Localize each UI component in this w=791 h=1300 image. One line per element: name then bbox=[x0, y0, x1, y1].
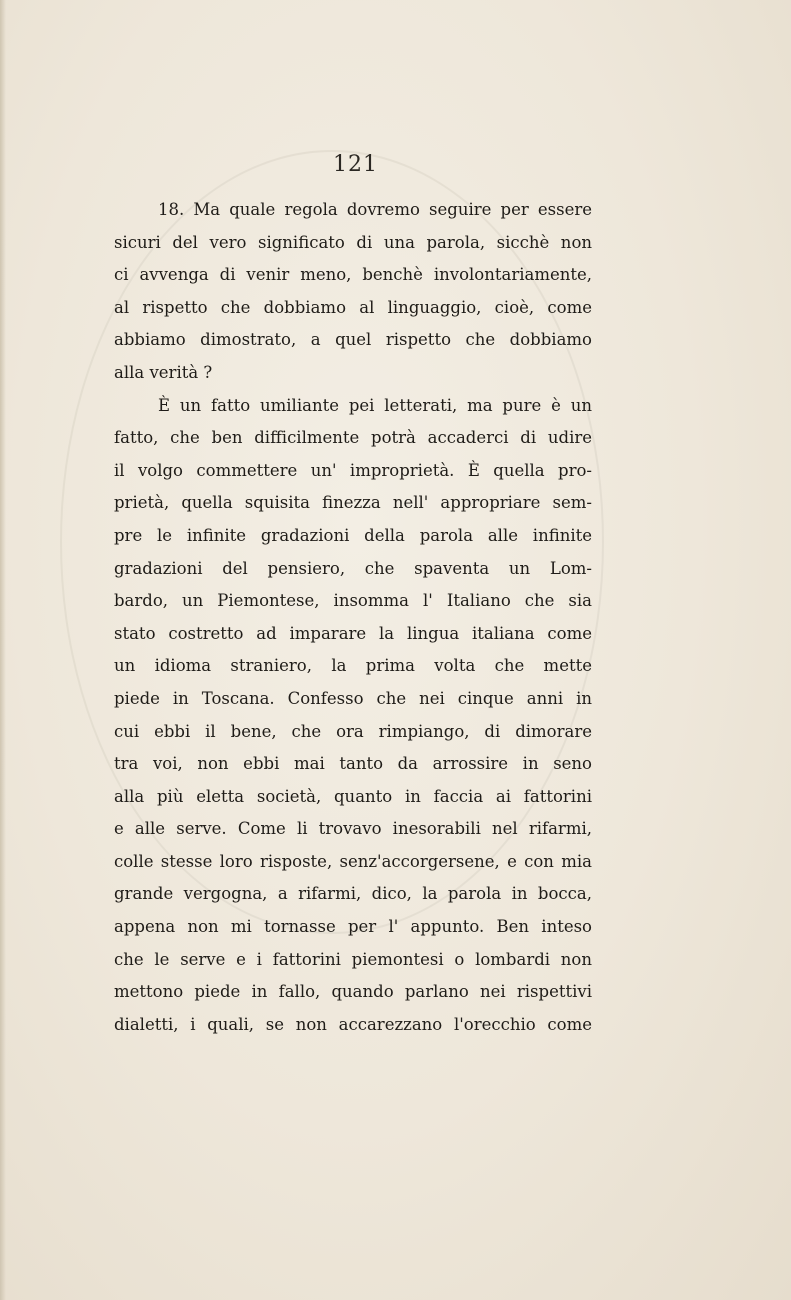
text-line: appena non mi tornasse per l' appunto. Ben inteso bbox=[114, 917, 592, 937]
text-line: gradazioni del pensiero, che spaventa un Lom- bbox=[114, 558, 592, 578]
text-line: prietà, quella squisita finezza nell' appropriare sem- bbox=[114, 493, 592, 513]
text-line: mettono piede in fallo, quando parlano nei rispettivi bbox=[114, 982, 592, 1002]
text-line: che le serve e i fattorini piemontesi o lombardi non bbox=[114, 949, 592, 969]
text-line: bardo, un Piemontese, insomma l' Italiano che sia bbox=[114, 591, 592, 611]
text-line: un idioma straniero, la prima volta che mette bbox=[114, 656, 592, 676]
text-line: pre le infinite gradazioni della parola alle infinite bbox=[114, 525, 592, 545]
text-line: al rispetto che dobbiamo al linguaggio, cioè, come bbox=[114, 297, 592, 317]
text-line: 18. Ma quale regola dovremo seguire per essere bbox=[158, 200, 592, 219]
text-line: stato costretto ad imparare la lingua italiana come bbox=[114, 623, 592, 643]
text-line: sicuri del vero significato di una parola, sicchè non bbox=[114, 232, 592, 252]
text-line: dialetti, i quali, se non accarezzano l'orecchio come bbox=[114, 1014, 592, 1034]
text-line: cui ebbi il bene, che ora rimpiango, di dimorare bbox=[114, 721, 592, 741]
text-line: piede in Toscana. Confesso che nei cinque anni in bbox=[114, 688, 592, 708]
page-number: 121 bbox=[333, 152, 378, 177]
text-line: tra voi, non ebbi mai tanto da arrossire in seno bbox=[114, 754, 592, 774]
text-line: alla più eletta società, quanto in faccia ai fattorini bbox=[114, 786, 592, 806]
text-line: alla verità ? bbox=[114, 362, 213, 382]
text-line: fatto, che ben difficilmente potrà accaderci di udire bbox=[114, 428, 592, 448]
page-gutter-shadow bbox=[0, 0, 6, 1300]
text-line: abbiamo dimostrato, a quel rispetto che dobbiamo bbox=[114, 330, 592, 350]
text-line: grande vergogna, a rifarmi, dico, la parola in bocca, bbox=[114, 884, 592, 904]
body-text bbox=[114, 194, 592, 1041]
text-line: colle stesse loro risposte, senz'accorgersene, e con mia bbox=[114, 851, 592, 871]
text-line: È un fatto umiliante pei letterati, ma pure è un bbox=[158, 395, 592, 415]
text-line: e alle serve. Come li trovavo inesorabili nel rifarmi, bbox=[114, 819, 592, 839]
text-line: il volgo commettere un' improprietà. È quella pro- bbox=[114, 460, 592, 480]
text-line: ci avvenga di venir meno, benchè involontariamente, bbox=[114, 265, 592, 285]
